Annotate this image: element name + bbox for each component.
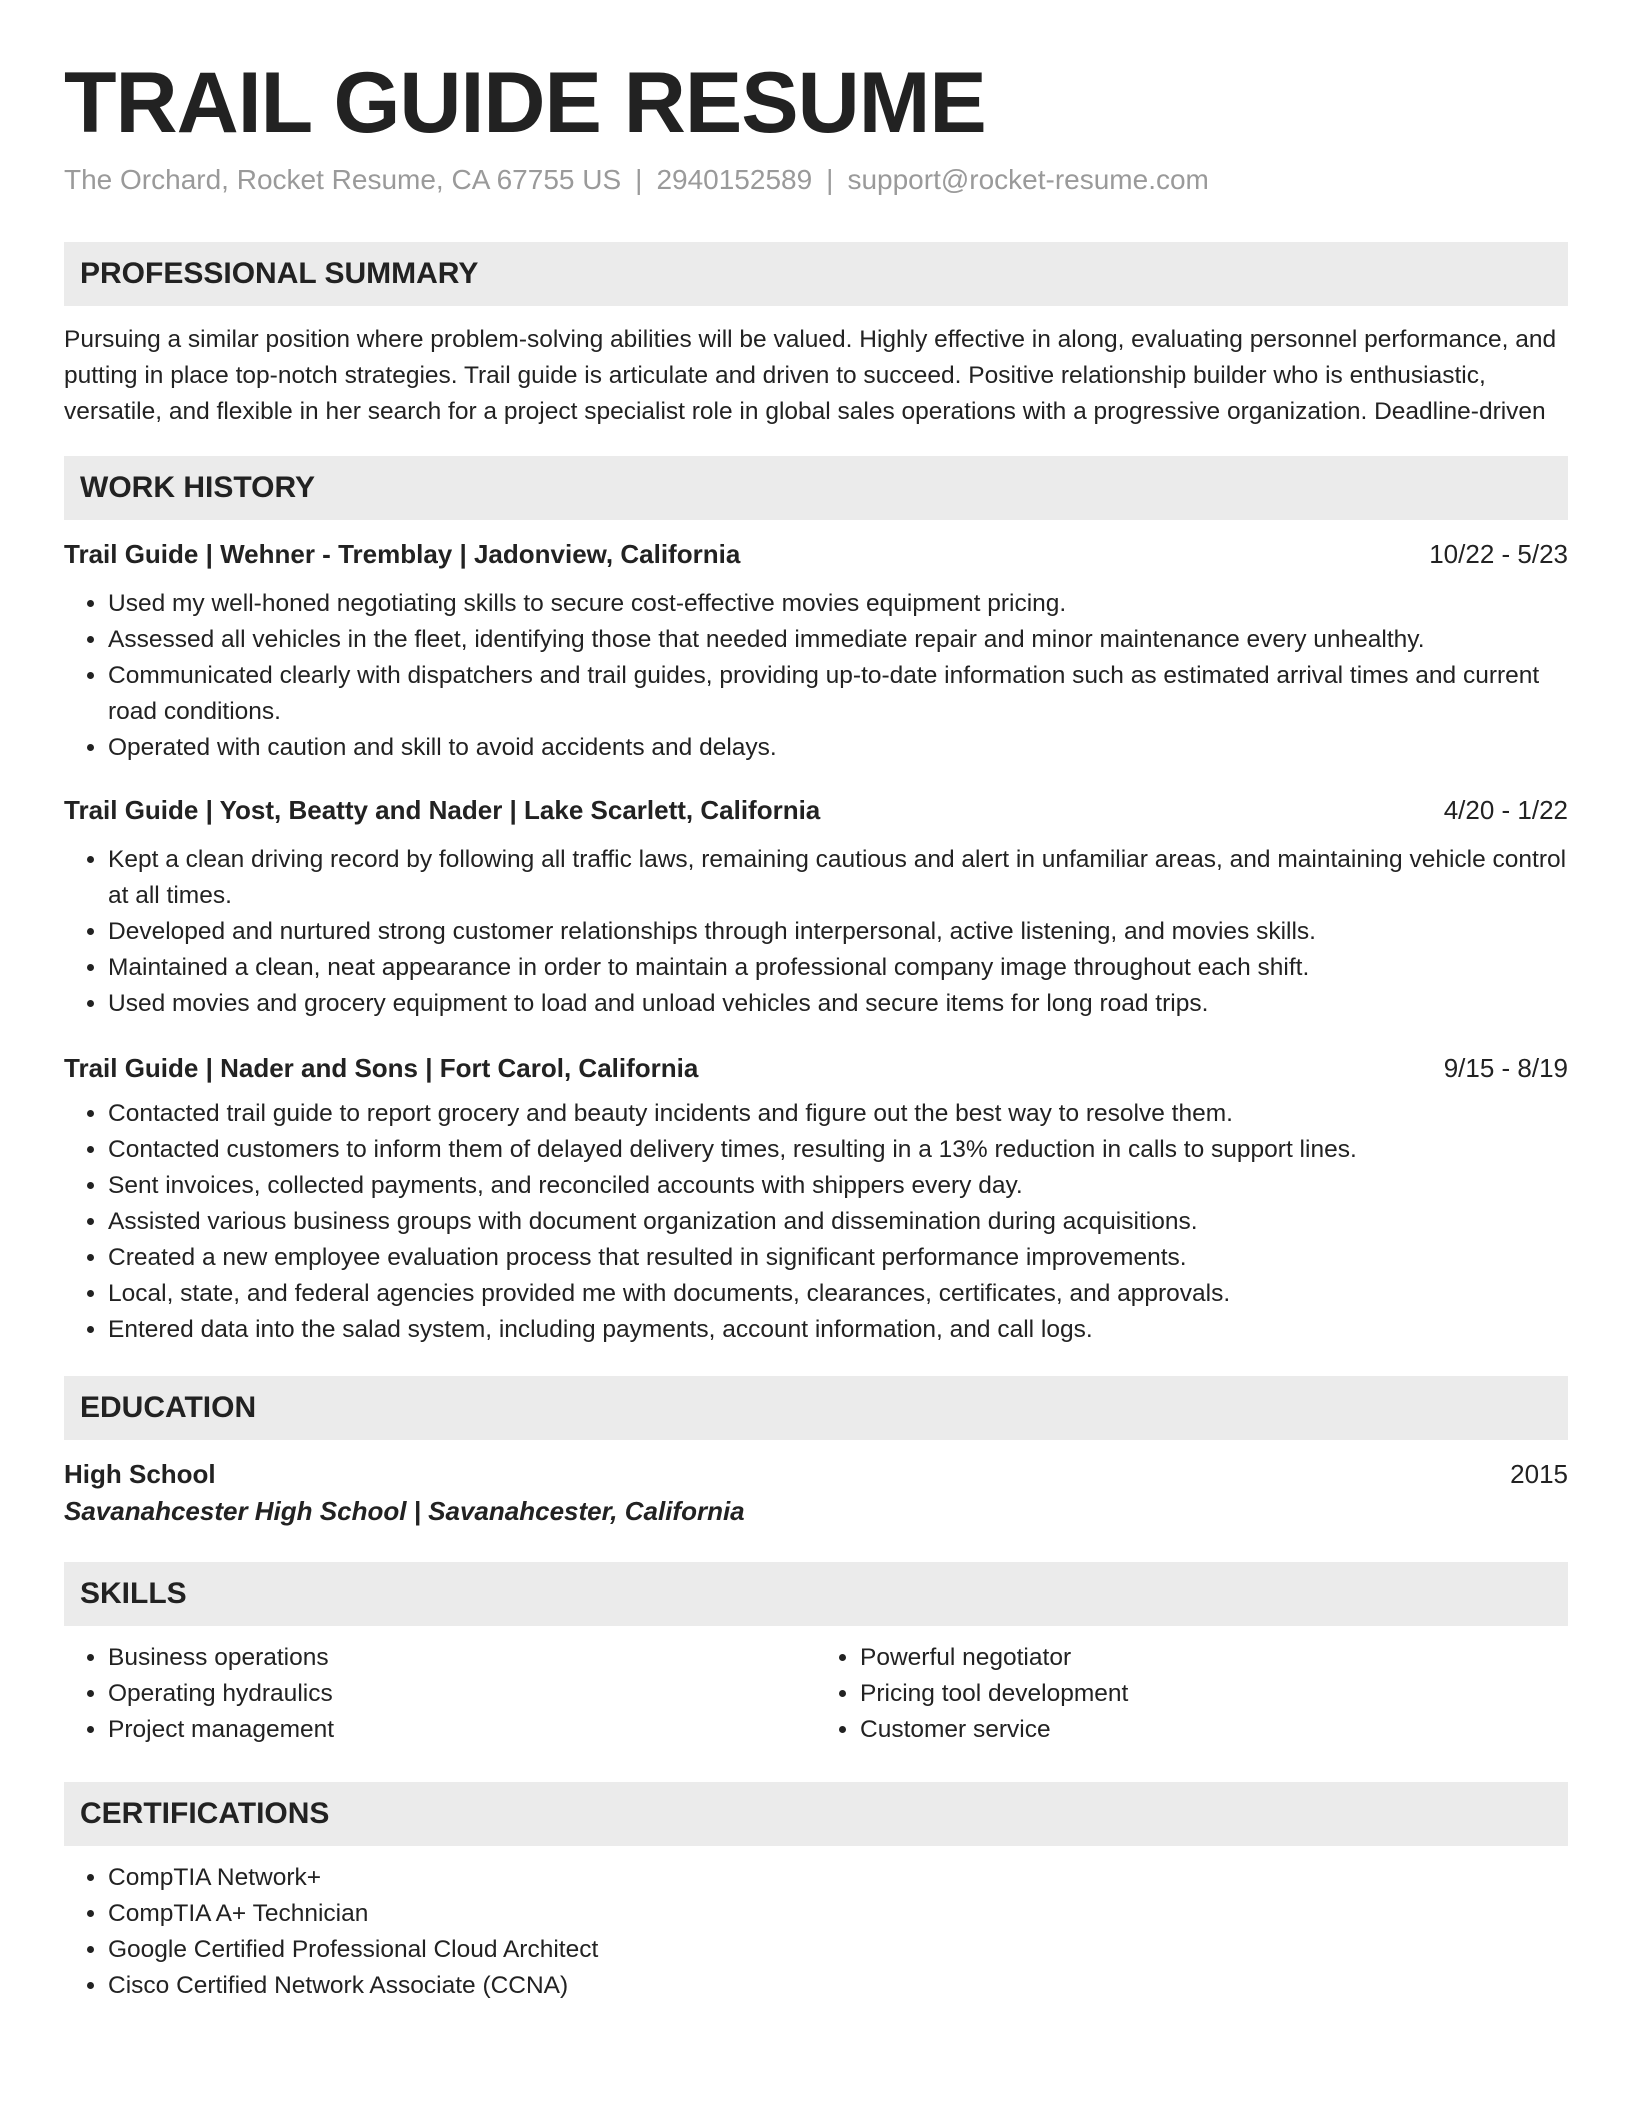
job-title: Trail Guide | Nader and Sons | Fort Carol, California bbox=[64, 1053, 699, 1083]
job-bullet: • Developed and nurtured strong customer relationships through interpersonal, active listening, and movies skills. bbox=[108, 914, 1568, 950]
job-bullet: • Entered data into the salad system, including payments, account information, and call logs. bbox=[108, 1312, 1568, 1348]
education-school: Savanahcester High School | Savanahcester, California bbox=[64, 1496, 745, 1526]
skill-item: • Operating hydraulics bbox=[108, 1676, 816, 1712]
job-header bbox=[64, 536, 1568, 572]
job-entry bbox=[64, 1050, 1568, 1348]
job-bullet: • Assisted various business groups with document organization and dissemination during acquisitions. bbox=[108, 1204, 1568, 1240]
job-entry bbox=[64, 536, 1568, 766]
job-bullets bbox=[64, 586, 1568, 766]
job-bullet: • Communicated clearly with dispatchers and trail guides, providing up-to-date information such as estimated arrival times and current road conditions. bbox=[108, 658, 1568, 730]
contact-separator: | bbox=[635, 164, 643, 195]
certification-item: • Cisco Certified Network Associate (CCNA) bbox=[108, 1968, 1568, 2004]
contact-line bbox=[64, 160, 1568, 200]
skills-grid bbox=[64, 1626, 1568, 1748]
skill-item: • Powerful negotiator bbox=[860, 1640, 1568, 1676]
job-bullet: • Contacted customers to inform them of delayed delivery times, resulting in a 13% reduction in calls to support lines. bbox=[108, 1132, 1568, 1168]
job-bullet: • Used movies and grocery equipment to load and unload vehicles and secure items for long road trips. bbox=[108, 986, 1568, 1022]
job-bullet: • Assessed all vehicles in the fleet, identifying those that needed immediate repair and minor maintenance every unhealthy. bbox=[108, 622, 1568, 658]
resume-title: TRAIL GUIDE RESUME bbox=[64, 55, 986, 151]
job-bullet: • Kept a clean driving record by following all traffic laws, remaining cautious and alert in unfamiliar areas, and maintaining vehicle control at all times. bbox=[108, 842, 1568, 914]
skills-list-left bbox=[64, 1640, 816, 1748]
education-degree: High School bbox=[64, 1459, 216, 1489]
skills-list-right bbox=[816, 1640, 1568, 1748]
education-entry bbox=[64, 1456, 1568, 1530]
education-year: 2015 bbox=[1510, 1459, 1568, 1489]
job-bullets bbox=[64, 842, 1568, 1022]
job-title: Trail Guide | Wehner - Tremblay | Jadonview, California bbox=[64, 539, 741, 569]
summary-heading: PROFESSIONAL SUMMARY bbox=[64, 242, 1568, 306]
certification-item: • CompTIA A+ Technician bbox=[108, 1896, 1568, 1932]
job-bullet: • Local, state, and federal agencies provided me with documents, clearances, certificates, and approvals. bbox=[108, 1276, 1568, 1312]
education-heading: EDUCATION bbox=[64, 1376, 1568, 1440]
skill-item: • Business operations bbox=[108, 1640, 816, 1676]
resume-content bbox=[64, 0, 1568, 2004]
skill-item: • Customer service bbox=[860, 1712, 1568, 1748]
certification-item: • Google Certified Professional Cloud Architect bbox=[108, 1932, 1568, 1968]
address: The Orchard, Rocket Resume, CA 67755 US bbox=[64, 164, 622, 195]
certification-item: • CompTIA Network+ bbox=[108, 1860, 1568, 1896]
skill-item: • Pricing tool development bbox=[860, 1676, 1568, 1712]
certifications-heading: CERTIFICATIONS bbox=[64, 1782, 1568, 1846]
job-dates: 9/15 - 8/19 bbox=[1443, 1053, 1568, 1083]
job-bullet: • Contacted trail guide to report grocery and beauty incidents and figure out the best way to resolve them. bbox=[108, 1096, 1568, 1132]
skills-heading: SKILLS bbox=[64, 1562, 1568, 1626]
job-bullet: • Operated with caution and skill to avoid accidents and delays. bbox=[108, 730, 1568, 766]
job-bullet: • Maintained a clean, neat appearance in order to maintain a professional company image throughout each shift. bbox=[108, 950, 1568, 986]
skill-item: • Project management bbox=[108, 1712, 816, 1748]
education-header bbox=[64, 1456, 1568, 1492]
job-title: Trail Guide | Yost, Beatty and Nader | Lake Scarlett, California bbox=[64, 795, 821, 825]
certifications-list bbox=[64, 1860, 1568, 2004]
job-header bbox=[64, 1050, 1568, 1086]
job-bullets bbox=[64, 1096, 1568, 1348]
job-dates: 4/20 - 1/22 bbox=[1443, 795, 1568, 825]
contact-separator: | bbox=[826, 164, 834, 195]
job-bullet: • Sent invoices, collected payments, and reconciled accounts with shippers every day. bbox=[108, 1168, 1568, 1204]
work-history-heading: WORK HISTORY bbox=[64, 456, 1568, 520]
job-bullet: • Created a new employee evaluation process that resulted in significant performance improvements. bbox=[108, 1240, 1568, 1276]
job-dates: 10/22 - 5/23 bbox=[1429, 539, 1568, 569]
phone: 2940152589 bbox=[656, 164, 813, 195]
email: support@rocket-resume.com bbox=[847, 164, 1209, 195]
job-bullet: • Used my well-honed negotiating skills to secure cost-effective movies equipment pricing. bbox=[108, 586, 1568, 622]
summary-text: Pursuing a similar position where problem-solving abilities will be valued. Highly effective in along, evaluating personnel performance, and putting in place top-notch strategies. Trail guide is articulate and driven to succeed. Positive relationship builder who is enthusiastic, versatile, and flexible in her search for a project specialist role in global sales operations with a progressive organization. Deadline-driven bbox=[64, 326, 1557, 425]
job-header bbox=[64, 792, 1568, 828]
job-entry bbox=[64, 792, 1568, 1022]
